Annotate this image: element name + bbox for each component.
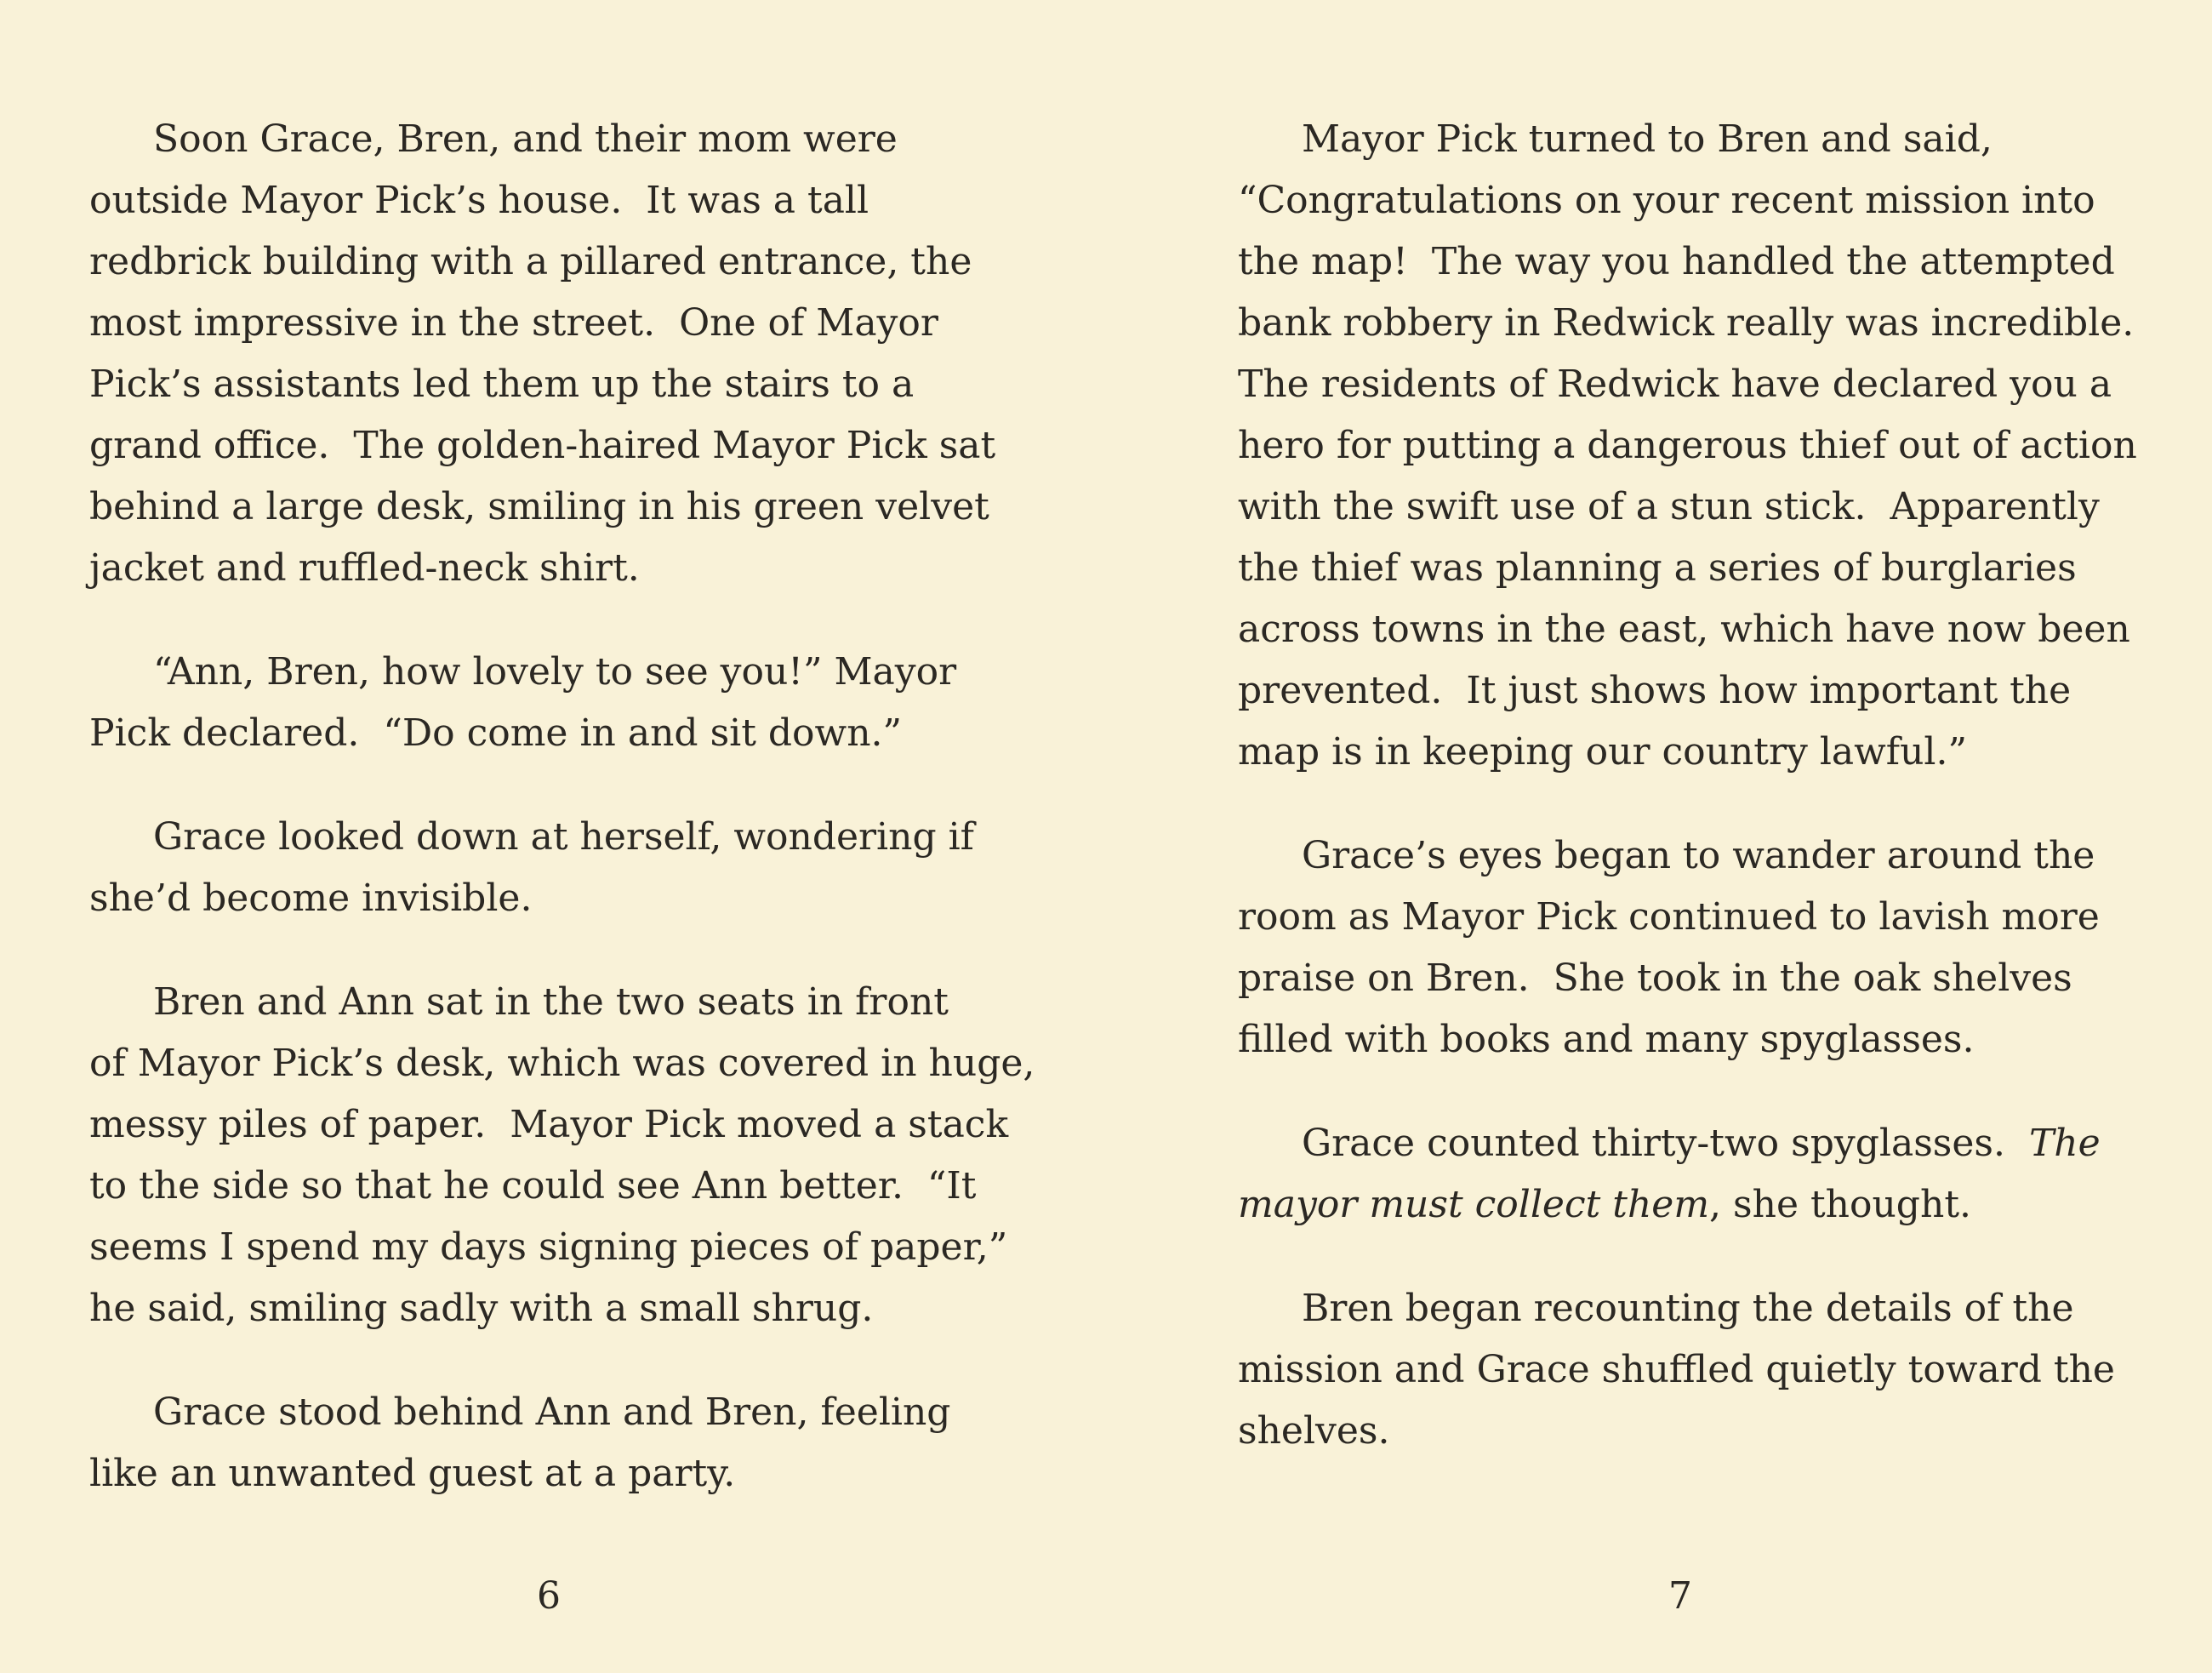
- text-line: map is in keeping our country lawful.”: [1238, 730, 1967, 774]
- text-line: shelves.: [1238, 1409, 1390, 1453]
- right-page-text: [1238, 0, 2137, 1462]
- text-line: hero for putting a dangerous thief out of action: [1238, 424, 2137, 467]
- text-line: “Congratulations on your recent mission into: [1238, 179, 2095, 222]
- text-line: messy piles of paper. Mayor Pick moved a stack: [89, 1103, 1009, 1146]
- left-page-number: 6: [537, 1574, 561, 1618]
- text-line: behind a large desk, smiling in his green velvet: [89, 485, 989, 528]
- text-line: jacket and ruffled-neck shirt.: [89, 546, 640, 590]
- text-line: mission and Grace shuffled quietly toward the: [1238, 1348, 2115, 1391]
- text-line: Grace looked down at herself, wondering if: [153, 815, 974, 859]
- text-line: like an unwanted guest at a party.: [89, 1452, 736, 1495]
- text-line: mayor must collect them, she thought.: [1238, 1183, 1971, 1226]
- text-line: outside Mayor Pick’s house. It was a tall: [89, 179, 869, 222]
- text-line: across towns in the east, which have now been: [1238, 608, 2130, 651]
- text-line: seems I spend my days signing pieces of paper,”: [89, 1225, 1008, 1269]
- text-line: Grace stood behind Ann and Bren, feeling: [153, 1390, 951, 1434]
- text-line: the map! The way you handled the attempted: [1238, 240, 2115, 283]
- text-line: with the swift use of a stun stick. Apparently: [1238, 485, 2100, 528]
- text-line: The residents of Redwick have declared you a: [1238, 363, 2112, 406]
- text-line: of Mayor Pick’s desk, which was covered in huge,: [89, 1042, 1035, 1085]
- text-line: the thief was planning a series of burglaries: [1238, 546, 2077, 590]
- text-line: he said, smiling sadly with a small shrug.: [89, 1287, 874, 1330]
- text-line: Bren began recounting the details of the: [1302, 1287, 2074, 1330]
- text-line: praise on Bren. She took in the oak shelves: [1238, 956, 2072, 1000]
- text-line: Bren and Ann sat in the two seats in front: [153, 980, 949, 1024]
- paragraph: [89, 642, 1008, 764]
- text-line: prevented. It just shows how important the: [1238, 669, 2072, 712]
- text-line: “Ann, Bren, how lovely to see you!” Mayor: [153, 650, 957, 694]
- text-line: grand office. The golden-haired Mayor Pick sat: [89, 424, 996, 467]
- paragraph: [1238, 1113, 2123, 1236]
- left-page: [89, 0, 1035, 1673]
- text-line: room as Mayor Pick continued to lavish more: [1238, 895, 2100, 939]
- left-page-text: [89, 0, 1035, 1505]
- paragraph: [89, 109, 1008, 599]
- paragraph: [1238, 1278, 2123, 1462]
- right-page-number: 7: [1668, 1574, 1692, 1618]
- paragraph: [89, 1382, 1008, 1505]
- text-line: Mayor Pick turned to Bren and said,: [1302, 117, 1993, 161]
- right-page: [1238, 0, 2137, 1673]
- text-line: Pick declared. “Do come in and sit down.”: [89, 711, 903, 755]
- text-line: Pick’s assistants led them up the stairs to a: [89, 363, 915, 406]
- text-line: redbrick building with a pillared entrance, the: [89, 240, 972, 283]
- text-line: she’d become invisible.: [89, 876, 533, 920]
- paragraph: [89, 807, 1008, 929]
- text-line: bank robbery in Redwick really was incredible.: [1238, 301, 2135, 345]
- text-line: Grace counted thirty-two spyglasses. The: [1302, 1122, 2101, 1165]
- paragraph: [1238, 825, 2123, 1071]
- text-line: Soon Grace, Bren, and their mom were: [153, 117, 898, 161]
- text-line: filled with books and many spyglasses.: [1238, 1018, 1975, 1061]
- paragraph: [89, 972, 1035, 1339]
- text-line: to the side so that he could see Ann better. “It: [89, 1164, 977, 1208]
- text-line: most impressive in the street. One of Mayor: [89, 301, 938, 345]
- text-line: Grace’s eyes began to wander around the: [1302, 834, 2095, 877]
- paragraph: [1238, 109, 2137, 783]
